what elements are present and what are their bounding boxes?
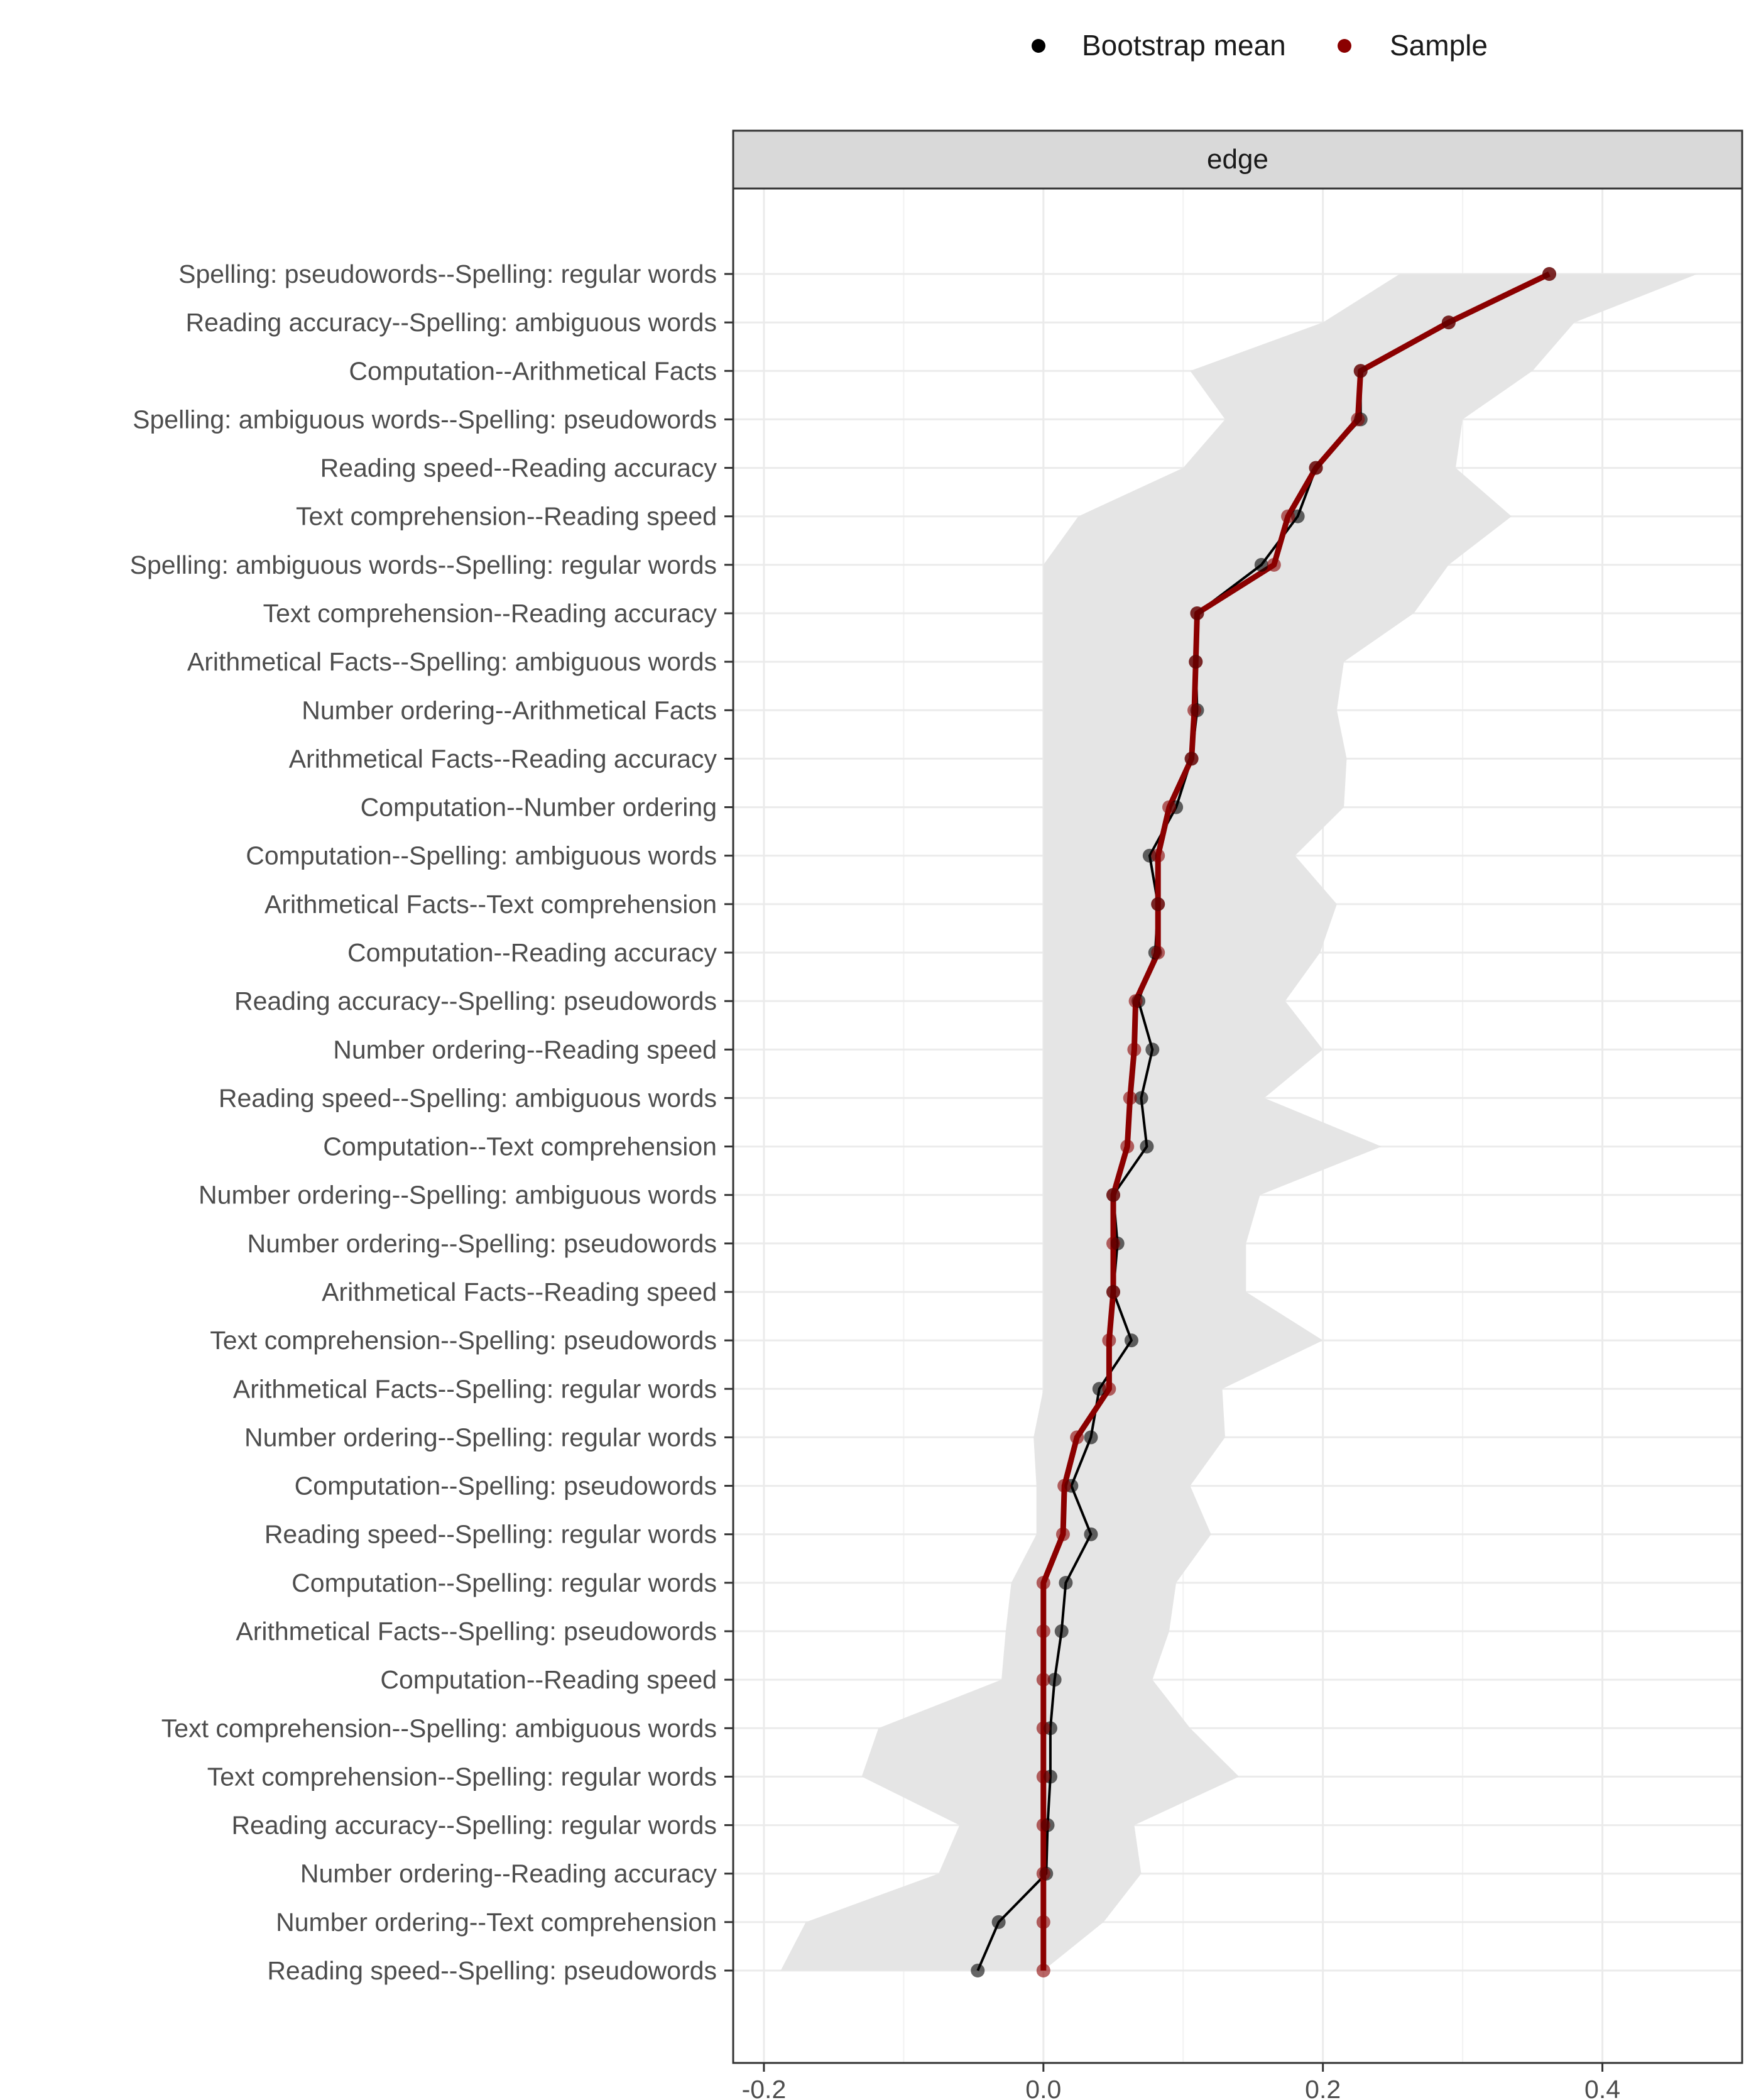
sample-point	[1351, 412, 1365, 426]
y-tick-label: Arithmetical Facts--Spelling: pseudowords	[236, 1617, 717, 1646]
sample-point	[1106, 1188, 1120, 1202]
bootstrap-mean-point	[971, 1964, 984, 1977]
bootstrap-mean-point	[1145, 1042, 1159, 1056]
sample-point	[1120, 1140, 1134, 1154]
y-tick-label: Reading speed--Spelling: ambiguous words	[218, 1083, 717, 1113]
sample-point	[1102, 1382, 1116, 1396]
bootstrap-mean-point	[1055, 1624, 1069, 1638]
y-tick-label: Reading accuracy--Spelling: ambiguous words	[185, 308, 717, 337]
bootstrap-mean-point	[1084, 1528, 1098, 1541]
sample-point	[1281, 510, 1295, 523]
sample-point	[1185, 752, 1199, 765]
y-tick-label: Computation--Arithmetical Facts	[349, 356, 717, 386]
y-tick-label: Arithmetical Facts--Reading accuracy	[288, 744, 717, 774]
y-tick-label: Computation--Spelling: ambiguous words	[246, 841, 717, 870]
y-tick-label: Arithmetical Facts--Text comprehension	[264, 889, 717, 919]
bootstrap-mean-point	[1255, 558, 1268, 572]
y-tick-label: Computation--Reading speed	[380, 1665, 717, 1695]
sample-point	[1037, 1673, 1050, 1687]
plot-panel	[733, 189, 1742, 2063]
sample-point	[1129, 994, 1143, 1008]
sample-point	[1151, 946, 1165, 960]
y-tick-label: Computation--Spelling: regular words	[292, 1568, 717, 1597]
y-tick-label: Number ordering--Spelling: ambiguous words	[199, 1180, 717, 1210]
sample-point	[1037, 1964, 1050, 1977]
sample-point	[1102, 1333, 1116, 1347]
x-tick-label: 0.0	[1025, 2075, 1062, 2100]
sample-point	[1309, 461, 1323, 475]
legend-marker-sample	[1338, 39, 1351, 53]
y-tick-label: Number ordering--Reading accuracy	[300, 1859, 717, 1888]
sample-point	[1187, 703, 1201, 717]
y-axis	[130, 260, 733, 1985]
y-tick-label: Computation--Spelling: pseudowords	[294, 1471, 717, 1501]
y-tick-label: Text comprehension--Reading accuracy	[263, 599, 717, 628]
sample-point	[1106, 1285, 1120, 1299]
sample-point	[1151, 897, 1165, 911]
y-tick-label: Computation--Reading accuracy	[347, 938, 717, 967]
y-tick-label: Number ordering--Reading speed	[333, 1035, 717, 1064]
y-tick-label: Reading accuracy--Spelling: pseudowords	[234, 987, 717, 1016]
bootstrap-mean-point	[1084, 1430, 1098, 1444]
facet-strip	[733, 131, 1742, 189]
sample-point	[1123, 1091, 1137, 1105]
y-tick-label: Spelling: ambiguous words--Spelling: pseudowords	[133, 405, 717, 434]
sample-point	[1267, 558, 1281, 572]
sample-point	[1127, 1042, 1141, 1056]
legend	[1032, 29, 1488, 62]
y-tick-label: Number ordering--Spelling: pseudowords	[247, 1228, 717, 1258]
y-tick-label: Arithmetical Facts--Spelling: ambiguous words	[187, 647, 717, 677]
sample-point	[1037, 1867, 1050, 1881]
y-tick-label: Number ordering--Spelling: regular words	[244, 1423, 717, 1452]
sample-point	[1189, 655, 1202, 669]
x-tick-label: 0.2	[1305, 2075, 1341, 2100]
y-tick-label: Number ordering--Arithmetical Facts	[302, 696, 717, 725]
sample-point	[1037, 1721, 1050, 1735]
y-tick-label: Arithmetical Facts--Reading speed	[322, 1277, 717, 1306]
bootstrap-mean-point	[1140, 1140, 1153, 1154]
y-tick-label: Spelling: pseudowords--Spelling: regular words	[178, 260, 717, 288]
sample-point	[1037, 1624, 1050, 1638]
bootstrap-mean-point	[1059, 1576, 1072, 1590]
y-tick-label: Text comprehension--Spelling: regular words	[207, 1762, 717, 1791]
y-tick-label: Computation--Number ordering	[360, 792, 717, 822]
sample-point	[1037, 1818, 1050, 1832]
y-tick-label: Reading speed--Spelling: pseudowords	[267, 1956, 717, 1985]
legend-marker-bootstrap-mean	[1032, 39, 1045, 53]
y-tick-label: Computation--Text comprehension	[323, 1132, 717, 1161]
sample-point	[1442, 315, 1456, 329]
sample-point	[1037, 1769, 1050, 1783]
sample-point	[1190, 606, 1204, 620]
sample-point	[1106, 1237, 1120, 1250]
y-tick-label: Number ordering--Text comprehension	[276, 1907, 717, 1937]
x-axis	[742, 2063, 1620, 2100]
x-tick-label: 0.4	[1584, 2075, 1621, 2100]
sample-point	[1354, 364, 1368, 378]
sample-point	[1162, 801, 1176, 814]
y-tick-label: Reading accuracy--Spelling: regular words	[231, 1810, 717, 1840]
bootstrap-mean-point	[992, 1915, 1006, 1929]
sample-point	[1056, 1528, 1070, 1541]
y-tick-label: Reading speed--Reading accuracy	[320, 453, 717, 483]
facet-strip-label: edge	[1207, 144, 1268, 175]
y-tick-label: Arithmetical Facts--Spelling: regular words	[232, 1374, 717, 1404]
y-tick-label: Reading speed--Spelling: regular words	[264, 1519, 717, 1549]
sample-point	[1070, 1430, 1084, 1444]
bootstrap-mean-point	[1125, 1333, 1138, 1347]
y-tick-label: Text comprehension--Spelling: pseudowords	[210, 1326, 717, 1355]
x-tick-label: -0.2	[741, 2075, 787, 2100]
legend-label-bootstrap-mean: Bootstrap mean	[1082, 29, 1286, 62]
sample-point	[1037, 1915, 1050, 1929]
sample-point	[1037, 1576, 1050, 1590]
sample-point	[1151, 849, 1165, 863]
y-tick-label: Spelling: ambiguous words--Spelling: regular words	[129, 550, 717, 579]
y-tick-label: Text comprehension--Reading speed	[295, 501, 717, 531]
sample-point	[1542, 267, 1556, 281]
sample-point	[1057, 1479, 1071, 1493]
legend-label-sample: Sample	[1390, 29, 1488, 62]
y-tick-label: Text comprehension--Spelling: ambiguous words	[161, 1714, 717, 1743]
